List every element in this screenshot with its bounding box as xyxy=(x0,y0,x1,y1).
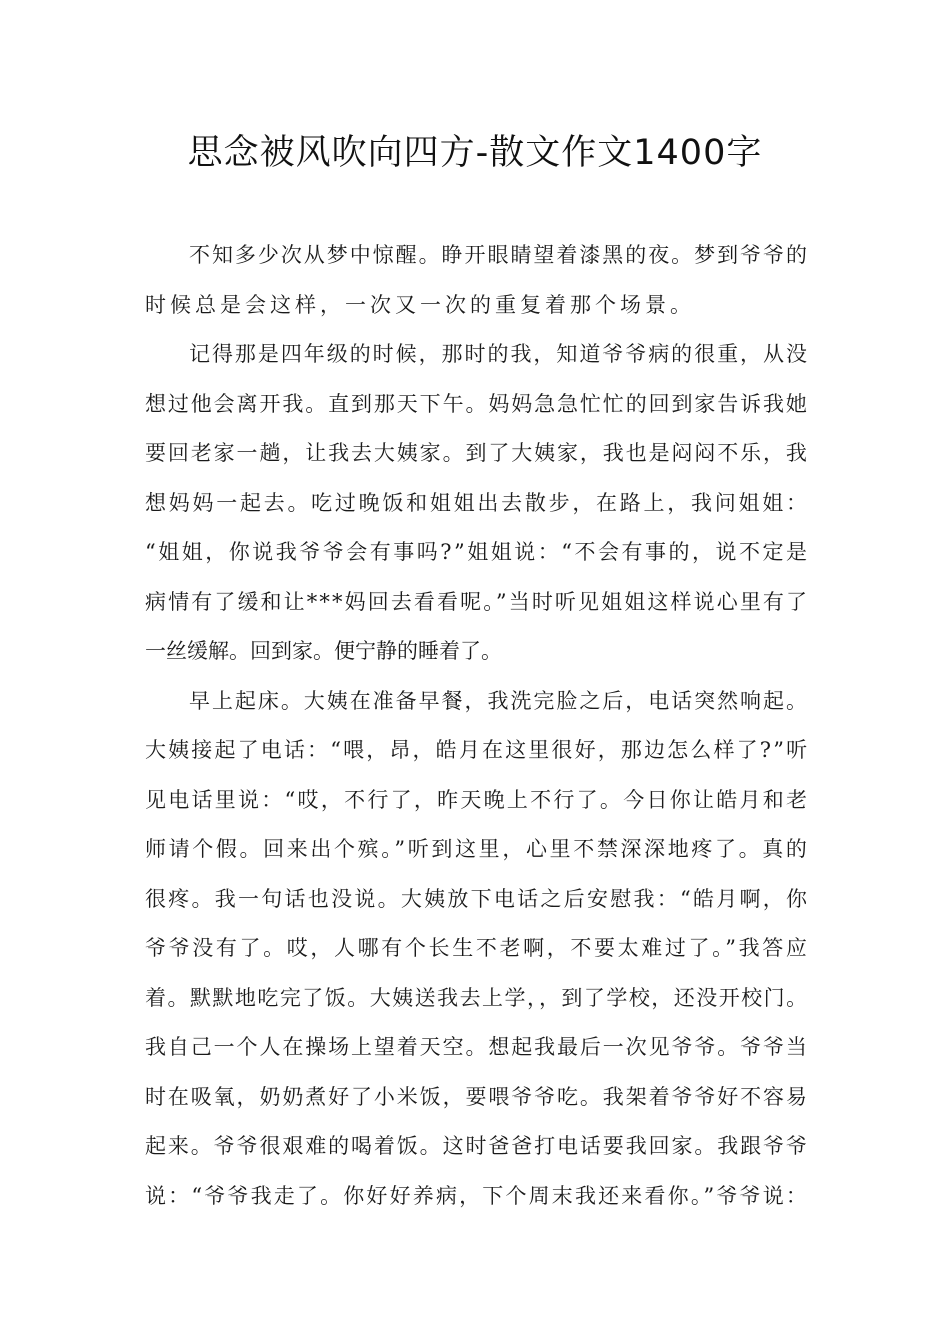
text-line: 一丝缓解。回到家。便宁静的睡着了。 xyxy=(145,639,502,663)
article-body xyxy=(145,231,810,1221)
text-line: 要回老家一趟，让我去大姨家。到了大姨家，我也是闷闷不乐，我 xyxy=(145,441,809,465)
text-line: 时候总是会这样，一次又一次的重复着那个场景。 xyxy=(145,292,695,317)
text-line: 师请个假。回来出个殡。”听到这里，心里不禁深深地疼了。真的 xyxy=(145,837,810,861)
text-line: 我自己一个人在操场上望着天空。想起我最后一次见爷爷。爷爷当 xyxy=(145,1035,809,1059)
text-line: 见电话里说：“哎，不行了，昨天晚上不行了。今日你让皓月和老 xyxy=(145,787,810,812)
text-line: 病情有了缓和让***妈回去看看呢。”当时听见姐姐这样说心里有了 xyxy=(145,589,810,614)
text-line: 记得那是四年级的时候，那时的我，知道爷爷病的很重，从没 xyxy=(189,342,809,366)
text-line: 说：“爷爷我走了。你好好养病，下个周末我还来看你。”爷爷说： xyxy=(145,1183,810,1208)
text-line: 不知多少次从梦中惊醒。睁开眼睛望着漆黑的夜。梦到爷爷的 xyxy=(189,243,809,267)
text-line: 爷爷没有了。哎，人哪有个长生不老啊，不要太难过了。”我答应 xyxy=(145,936,810,960)
text-line: 想过他会离开我。直到那天下午。妈妈急急忙忙的回到家告诉我她 xyxy=(145,391,809,416)
document-title: 思念被风吹向四方-散文作文1400字 xyxy=(187,133,763,173)
text-line: 起来。爷爷很艰难的喝着饭。这时爸爸打电话要我回家。我跟爷爷 xyxy=(145,1134,809,1158)
text-line: 想妈妈一起去。吃过晚饭和姐姐出去散步，在路上，我问姐姐： xyxy=(145,490,810,515)
text-line: 着。默默地吃完了饭。大姨送我去上学，，到了学校，还没开校门。 xyxy=(145,985,809,1010)
text-line: 早上起床。大姨在准备早餐，我洗完脸之后，电话突然响起。 xyxy=(189,688,809,713)
text-line: “姐姐，你说我爷爷会有事吗?”姐姐说：“不会有事的，说不定是 xyxy=(145,540,810,564)
text-line: 时在吸氧，奶奶煮好了小米饭，要喂爷爷吃。我架着爷爷好不容易 xyxy=(145,1084,809,1109)
text-line: 大姨接起了电话：“喂，昂，皓月在这里很好，那边怎么样了?”听 xyxy=(145,738,810,762)
text-line: 很疼。我一句话也没说。大姨放下电话之后安慰我：“皓月啊，你 xyxy=(145,886,810,911)
